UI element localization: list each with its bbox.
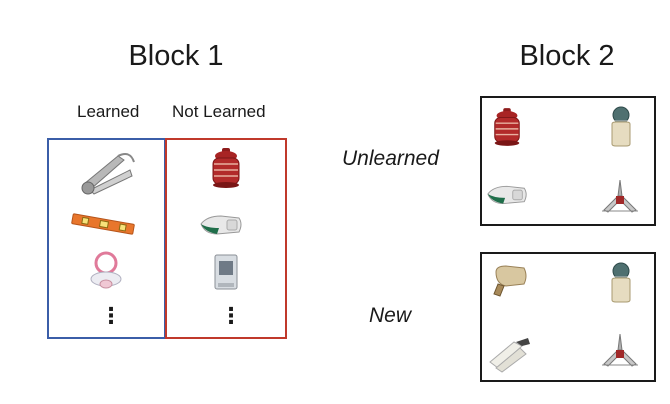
- not-learned-header: Not Learned: [172, 102, 266, 121]
- learned-ellipsis: ⋮: [100, 303, 122, 328]
- learned-header: Learned: [77, 102, 140, 121]
- level-tool-icon: [70, 212, 136, 236]
- unlearned-label: Unlearned: [342, 147, 439, 170]
- salt-shaker-icon: [608, 106, 634, 148]
- scoop-icon: [490, 262, 530, 298]
- multitool-icon: [598, 176, 642, 216]
- pacifier-icon: [88, 251, 124, 291]
- salt-shaker-icon: [608, 262, 634, 304]
- block2-title: Block 2: [519, 40, 615, 72]
- tape-measure-icon: [197, 210, 245, 238]
- dispenser-icon: [212, 253, 240, 293]
- decorative-jar-icon: [208, 146, 244, 190]
- nutcracker-icon: [78, 148, 138, 196]
- multitool-icon: [598, 330, 642, 370]
- new-label: New: [369, 304, 412, 327]
- tape-measure-icon: [484, 180, 530, 208]
- not-learned-ellipsis: ⋮: [220, 303, 242, 328]
- block1-title: Block 1: [128, 40, 224, 72]
- decorative-jar-icon: [490, 106, 524, 148]
- stapler-icon: [486, 332, 532, 374]
